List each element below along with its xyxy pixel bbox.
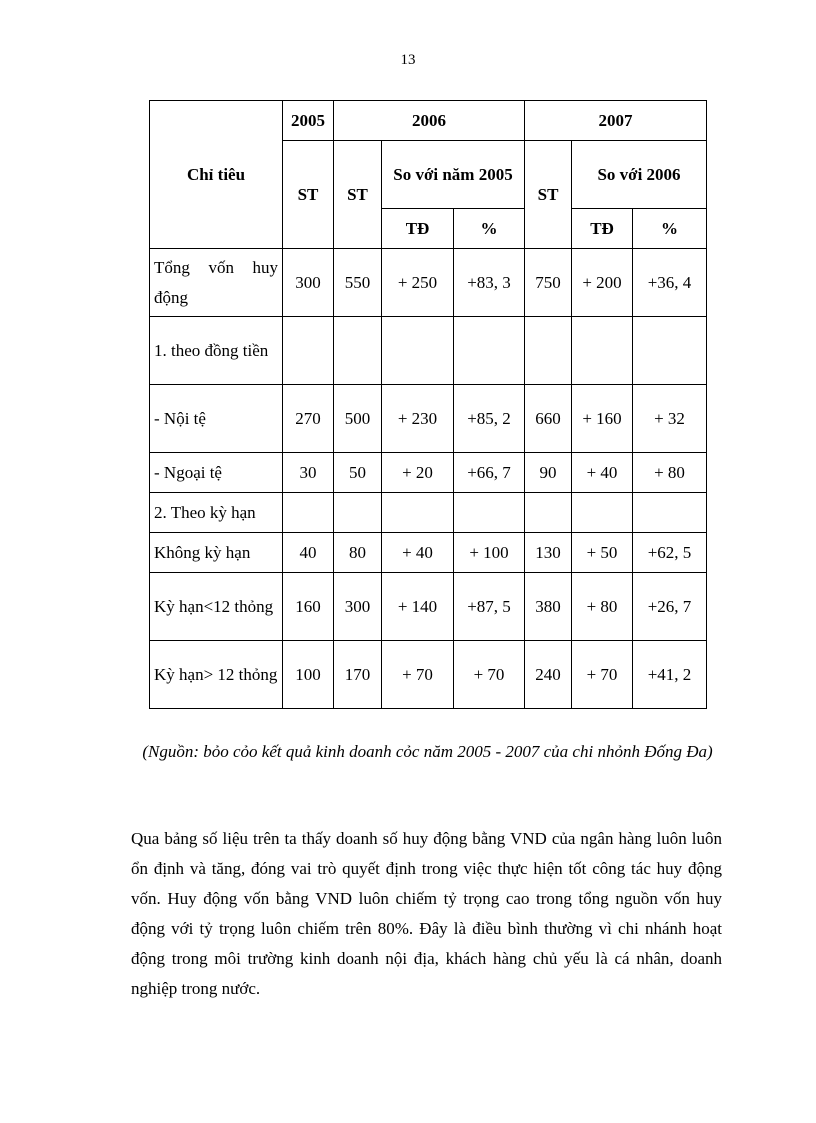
row-label: - Nội tệ [150,385,283,453]
cell-v2005: 100 [283,641,334,709]
cell-pct2007: +41, 2 [633,641,707,709]
cell-pct2006: + 100 [454,533,525,573]
cell-td2006: + 140 [382,573,454,641]
cell-pct2007: +26, 7 [633,573,707,641]
cell-td2006: + 70 [382,641,454,709]
row-label: 1. theo đồng tiền [150,317,283,385]
table-source-caption: (Nguồn: bỏo cỏo kết quả kinh doanh cỏc năm 2005 - 2007 của chi nhỏnh Đống Đa) [142,742,713,761]
capital-mobilization-table [149,100,707,709]
header-year-2006: 2006 [334,101,525,141]
cell-td2006: + 40 [382,533,454,573]
cell-pct2007: + 80 [633,453,707,493]
cell-v2005 [283,317,334,385]
cell-td2007: + 40 [572,453,633,493]
header-st-2005: ST [283,141,334,249]
header-pct-2006: % [454,209,525,249]
cell-td2006 [382,493,454,533]
table-row [150,533,707,573]
row-label: Không kỳ hạn [150,533,283,573]
cell-v2006: 500 [334,385,382,453]
cell-td2007 [572,493,633,533]
table-row [150,493,707,533]
cell-v2007: 130 [525,533,572,573]
cell-pct2006 [454,493,525,533]
header-compare-2006: So với 2006 [572,141,707,209]
table-row [150,641,707,709]
cell-v2007: 90 [525,453,572,493]
cell-pct2007: +36, 4 [633,249,707,317]
cell-v2005: 30 [283,453,334,493]
table-row [150,317,707,385]
cell-pct2006: +87, 5 [454,573,525,641]
cell-td2007: + 70 [572,641,633,709]
cell-v2007: 380 [525,573,572,641]
cell-pct2006: +66, 7 [454,453,525,493]
cell-v2007 [525,493,572,533]
cell-td2006: + 20 [382,453,454,493]
header-compare-2005: So với năm 2005 [382,141,525,209]
row-label: 2. Theo kỳ hạn [150,493,283,533]
cell-pct2006: +85, 2 [454,385,525,453]
cell-v2006: 550 [334,249,382,317]
cell-v2007: 660 [525,385,572,453]
cell-td2006 [382,317,454,385]
cell-pct2007: +62, 5 [633,533,707,573]
header-pct-2007: % [633,209,707,249]
header-indicator: Chỉ tiêu [150,101,283,249]
row-label: Tổng vốn huy động [150,249,283,317]
cell-v2006: 170 [334,641,382,709]
cell-v2005: 270 [283,385,334,453]
cell-pct2007 [633,317,707,385]
header-year-2005: 2005 [283,101,334,141]
cell-v2006: 300 [334,573,382,641]
header-year-2007: 2007 [525,101,707,141]
cell-td2007: + 80 [572,573,633,641]
table-row [150,453,707,493]
cell-v2007: 240 [525,641,572,709]
header-td-2006: TĐ [382,209,454,249]
cell-v2005: 160 [283,573,334,641]
row-label: - Ngoại tệ [150,453,283,493]
row-label: Kỳ hạn<12 thỏng [150,573,283,641]
table-row [150,385,707,453]
header-td-2007: TĐ [572,209,633,249]
cell-td2006: + 230 [382,385,454,453]
cell-v2006 [334,493,382,533]
cell-v2006: 50 [334,453,382,493]
cell-pct2006: +83, 3 [454,249,525,317]
cell-v2006: 80 [334,533,382,573]
cell-v2007 [525,317,572,385]
header-st-2007: ST [525,141,572,249]
cell-td2007: + 200 [572,249,633,317]
cell-pct2007 [633,493,707,533]
cell-td2007: + 50 [572,533,633,573]
body-paragraph: Qua bảng số liệu trên ta thấy doanh số huy động bằng VND của ngân hàng luôn luôn ổn định và tăng, đóng vai trò quyết định trong việc thực hiện tốt công tác huy động vốn. Huy động vốn bằng VND luôn chiếm tỷ trọng cao trong tổng nguồn vốn huy động với tỷ trọng luôn chiếm trên 80%. Đây là điều bình thường vì chi nhánh hoạt động trong môi trường kinh doanh nội địa, khách hàng chủ yếu là cá nhân, doanh nghiệp trong nước. [131,829,722,998]
cell-td2007: + 160 [572,385,633,453]
cell-v2006 [334,317,382,385]
cell-pct2006: + 70 [454,641,525,709]
table-row [150,249,707,317]
cell-v2005 [283,493,334,533]
cell-td2006: + 250 [382,249,454,317]
cell-pct2006 [454,317,525,385]
cell-td2007 [572,317,633,385]
row-label: Kỳ hạn> 12 thỏng [150,641,283,709]
cell-v2005: 40 [283,533,334,573]
table-row [150,573,707,641]
cell-pct2007: + 32 [633,385,707,453]
cell-v2007: 750 [525,249,572,317]
page-number: 13 [400,52,416,68]
header-st-2006: ST [334,141,382,249]
cell-v2005: 300 [283,249,334,317]
